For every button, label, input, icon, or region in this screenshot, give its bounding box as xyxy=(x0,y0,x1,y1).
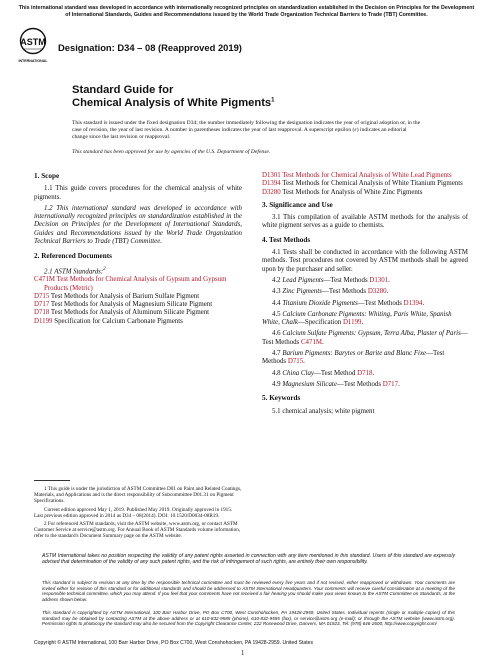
ref-link[interactable]: D718 xyxy=(357,369,373,377)
pigment-name: Zinc Pigments xyxy=(282,288,322,296)
ref-title: Test Methods for Chemical Analysis of White Titanium Pigments xyxy=(280,180,463,188)
period: . xyxy=(388,276,390,284)
footnote-ref-2: 2 xyxy=(103,266,106,272)
title-line-2 xyxy=(72,97,274,109)
ref-link[interactable]: D1301 xyxy=(369,276,389,284)
period: . xyxy=(303,358,305,366)
method-type: —Specification xyxy=(297,319,343,327)
period: . xyxy=(422,299,425,307)
pigment-name: Titanium Dioxide Pigments xyxy=(282,299,358,307)
ref-item xyxy=(34,276,242,293)
para-2-1 xyxy=(34,266,242,277)
ref-link[interactable]: D717 xyxy=(382,380,399,388)
method-item xyxy=(262,381,468,389)
method-item xyxy=(262,300,468,308)
ref-item xyxy=(34,301,242,309)
logo-text: INTERNATIONAL xyxy=(18,59,48,63)
title-footnote-ref: 1 xyxy=(271,97,275,104)
ref-item xyxy=(34,318,242,326)
footnotes xyxy=(34,486,242,540)
method-type: —Test Methods xyxy=(336,380,383,388)
ref-link[interactable]: D717 xyxy=(34,301,50,309)
para-1-1: 1.1 This guide covers procedures for the chemical analysis of white pigments. xyxy=(34,185,242,201)
pigment-name: Calcium Sulfate Pigments: Gypsum, Terra Alba, Plaster of Paris xyxy=(282,330,461,338)
item-number: 4.6 xyxy=(272,330,281,338)
pigment-name: China Clay xyxy=(282,369,314,377)
title-text: Chemical Analysis of White Pigments xyxy=(72,97,272,109)
ref-link[interactable]: D715 xyxy=(287,358,304,366)
ref-item xyxy=(262,172,468,180)
para-2-1-text: 2.1 ASTM Standards: xyxy=(44,267,104,275)
footnote-1-edition: Current edition approved May 1, 2019. Published May 2019. Originally approved in 1915. Last previous edition approved in 2014 as D34 – 08(2014). DOI: 10.1520/D0034-08R19. xyxy=(34,506,233,519)
item-number: 4.3 xyxy=(272,288,281,296)
pigment-name: Calcium Carbonate Pigments: Whiting, Paris White, Spanish White, Chalk xyxy=(262,310,452,327)
ref-title[interactable]: Test Methods for Chemical Analysis of Gypsum and Gypsum Products (Metric) xyxy=(44,276,227,292)
period: . xyxy=(322,338,324,346)
method-type: —Test Methods xyxy=(262,350,445,366)
pigment-name: Barium Pigments: Barytes or Barite and Blanc Fixe xyxy=(282,350,427,358)
right-column xyxy=(262,172,468,416)
item-number: 4.5 xyxy=(272,310,281,318)
section-2-heading: 2. Referenced Documents xyxy=(34,252,112,261)
ref-item xyxy=(34,309,242,317)
ref-item xyxy=(262,180,468,188)
method-type: —Test Methods xyxy=(321,288,368,296)
period: . xyxy=(372,369,375,377)
method-item xyxy=(262,311,468,328)
tbt-notice: This international standard was developed in accordance with internationally recognized principles on standardization established in the Decision on Principles for the Development of International Standards, Guides and Recommendations issued by the World Trade Organization Technical Barriers to Trade (TBT) Committee. xyxy=(18,5,475,18)
ref-link[interactable]: D1394 xyxy=(403,299,423,307)
method-type: —Test Methods xyxy=(262,330,468,346)
method-type: —Test Method xyxy=(313,369,358,377)
para-3-1: 3.1 This compilation of available ASTM methods for the analysis of white pigment serves as a guide to chemists. xyxy=(262,214,468,230)
section-1-heading: 1. Scope xyxy=(34,172,60,180)
section-4-heading: 4. Test Methods xyxy=(262,235,311,244)
ref-link[interactable]: C471M xyxy=(300,338,323,346)
method-item xyxy=(262,288,468,296)
pigment-name: Magnesium Silicate xyxy=(282,380,337,388)
item-number: 4.8 xyxy=(272,369,281,377)
period: . xyxy=(361,319,364,327)
left-column xyxy=(34,172,242,326)
ref-title: Test Methods for Analysis of Magnesium Silicate Pigment xyxy=(49,301,213,309)
ref-title: Specification for Calcium Carbonate Pigments xyxy=(52,317,183,325)
pigment-name: Lead Pigments xyxy=(282,276,324,284)
title-line-1: Standard Guide for xyxy=(72,84,174,96)
section-5-heading: 5. Keywords xyxy=(262,394,301,403)
ref-title: Test Methods for Analysis of White Zinc Pigments xyxy=(280,188,423,196)
ref-title: Test Methods for Analysis of Aluminum Silicate Pigment xyxy=(49,309,210,317)
ref-item xyxy=(262,189,468,197)
ref-link[interactable]: D1199 xyxy=(342,319,362,327)
referenced-documents-cont xyxy=(262,172,468,197)
preamble: This standard is issued under the fixed designation D34; the number immediately following the designation indicates the year of original adoption or, in the case of revision, the year of last revision. A number in parentheses indicates the year of last reapproval. A superscript epsilon (ε) indicates an editorial change since the last revision or reapproval. xyxy=(72,120,421,141)
ref-link[interactable]: D1199 xyxy=(34,317,53,325)
footnote-divider xyxy=(34,480,70,481)
ref-link[interactable]: C471M xyxy=(34,276,56,284)
period: . xyxy=(386,288,389,296)
ref-link[interactable]: D3280 xyxy=(367,288,387,296)
dod-approval: This standard has been approved for use by agencies of the U.S. Department of Defense. xyxy=(72,149,271,155)
item-number: 4.4 xyxy=(272,299,281,307)
para-4-1: 4.1 Tests shall be conducted in accordance with the following ASTM methods. Test procedures not covered by ASTM methods shall be agreed upon by the purchaser and seller. xyxy=(262,249,468,273)
item-number: 4.2 xyxy=(272,276,281,284)
para-1-2: 1.2 This international standard was developed in accordance with internationally recognized principles on standardization established in the Decision on Principles for the Development of International Standards, Guides and Recommendations issued by the World Trade Organization Technical Barriers to Trade (TBT) Committee. xyxy=(34,204,242,246)
method-type: —Test Methods xyxy=(357,299,404,307)
footer-copyright: Copyright © ASTM International, 100 Barr Harbor Drive, PO Box C700, West Conshohocken, PA 19428-2959. United States xyxy=(34,640,314,646)
ref-link[interactable]: D1394 xyxy=(262,180,281,188)
footnote-2: 2 For referenced ASTM standards, visit the ASTM website, www.astm.org, or contact ASTM Customer Service at service@astm.org. For Annual Book of ASTM Standards volume information, refer to the standard's Document Summary page on the ASTM website. xyxy=(34,521,241,540)
ref-item xyxy=(34,293,242,301)
svg-text:ASTM: ASTM xyxy=(20,37,46,47)
ref-link[interactable]: D1301 xyxy=(262,172,281,179)
referenced-documents-list xyxy=(34,276,242,326)
copyright-notice: This standard is copyrighted by ASTM International, 100 Barr Harbor Drive, PO Box C700, West Conshohocken, PA 19428-2959, United States. Individual reprints (single or multiple copies) of this standard may be obtained by contacting ASTM at the above address or at 610-832-9585 (phone), 610-832-9555 (fax), or service@astm.org (e-mail); or through the ASTM website (www.astm.org). Permission rights to photocopy the standard may also be secured from the Copyright Clearance Center, 222 Rosewood Drive, Danvers, MA 01923, Tel: (978) 646-2600; http://www.copyright.com/ xyxy=(42,610,455,626)
page-number: 1 xyxy=(241,650,245,657)
para-5-1: 5.1 chemical analysis; white pigment xyxy=(272,407,375,415)
ref-link[interactable]: D3280 xyxy=(262,188,281,196)
revision-notice: This standard is subject to revision at any time by the responsible technical committee and must be reviewed every five years and if not revised, either reapproved or withdrawn. Your comments are invited either for revision of this standard or for additional standards and should be addressed to ASTM International Headquarters. Your comments will receive careful consideration at a meeting of the responsible technical committee, which you may attend. If you feel that your comments have not received a fair hearing you should make your views known to the ASTM Committee on Standards, at the address shown below. xyxy=(42,580,455,602)
ref-title[interactable]: Test Methods for Chemical Analysis of White Lead Pigments xyxy=(280,172,452,179)
section-3-heading: 3. Significance and Use xyxy=(262,200,333,209)
period: . xyxy=(398,380,400,388)
method-item xyxy=(262,277,468,285)
item-number: 4.7 xyxy=(272,350,281,358)
method-type: —Test Methods xyxy=(323,276,370,284)
ref-link[interactable]: D718 xyxy=(34,309,50,317)
method-item xyxy=(262,370,468,378)
patent-notice: ASTM International takes no position respecting the validity of any patent rights asserted in connection with any item mentioned in this standard. Users of this standard are expressly advised that determination of the validity of any such patent rights, and the risk of infringement of such rights, are entirely their own responsibility. xyxy=(42,553,455,566)
item-number: 4.9 xyxy=(272,380,281,388)
astm-logo xyxy=(18,27,48,70)
ref-link[interactable]: D715 xyxy=(34,292,50,300)
footnote-1: 1 This guide is under the jurisdiction of ASTM Committee D01 on Paint and Related Coatings, Materials, and Applications and is the direct responsibility of Subcommittee D01.31 on Pigment Specifications. xyxy=(34,486,242,505)
method-item xyxy=(262,330,468,347)
test-methods-list xyxy=(262,277,468,389)
ref-title: Test Methods for Analysis of Barium Sulfate Pigment xyxy=(49,292,200,300)
designation: Designation: D34 – 08 (Reapproved 2019) xyxy=(58,42,242,53)
method-item xyxy=(262,350,468,367)
